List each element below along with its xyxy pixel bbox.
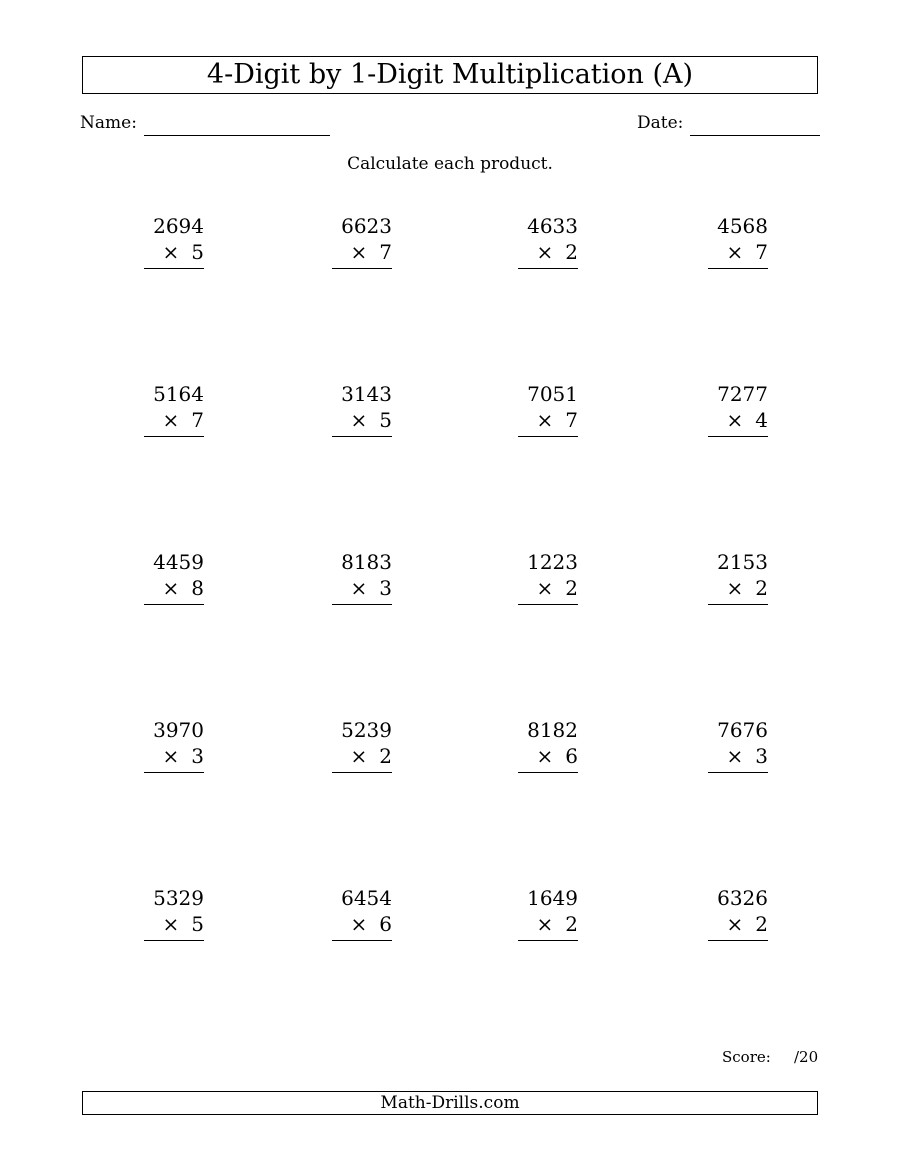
problem-12	[706, 550, 768, 610]
answer-line	[518, 436, 578, 437]
times-icon: ×	[726, 576, 744, 600]
date-line	[690, 135, 820, 136]
multiplier-row	[351, 912, 393, 936]
answer-line	[144, 268, 204, 269]
answer-line	[144, 604, 204, 605]
answer-line	[332, 604, 392, 605]
multiplicand: 4633	[527, 214, 578, 238]
instructions: Calculate each product.	[347, 154, 553, 174]
answer-line	[332, 940, 392, 941]
answer-line	[144, 772, 204, 773]
answer-line	[708, 772, 768, 773]
multiplier: 2	[565, 240, 578, 264]
problem-3	[516, 214, 578, 274]
answer-line	[708, 604, 768, 605]
multiplier-row	[163, 576, 205, 600]
problem-16	[706, 718, 768, 778]
multiplicand: 7676	[717, 718, 768, 742]
multiplier-row	[351, 240, 393, 264]
multiplier: 7	[755, 240, 768, 264]
multiplier-row	[351, 576, 393, 600]
answer-line	[144, 436, 204, 437]
multiplier: 5	[379, 408, 392, 432]
multiplier: 2	[755, 912, 768, 936]
multiplier: 7	[379, 240, 392, 264]
multiplier-row	[163, 744, 205, 768]
multiplier-row	[163, 912, 205, 936]
answer-line	[332, 436, 392, 437]
multiplicand: 4459	[153, 550, 204, 574]
times-icon: ×	[162, 912, 180, 936]
date-label: Date:	[637, 113, 684, 133]
problem-4	[706, 214, 768, 274]
multiplicand: 8183	[341, 550, 392, 574]
problem-8	[706, 382, 768, 442]
multiplicand: 6623	[341, 214, 392, 238]
problem-14	[330, 718, 392, 778]
multiplier: 7	[565, 408, 578, 432]
multiplicand: 2694	[153, 214, 204, 238]
footer-site: Math-Drills.com	[82, 1091, 818, 1115]
problem-5	[142, 382, 204, 442]
multiplier-row	[351, 744, 393, 768]
times-icon: ×	[162, 576, 180, 600]
times-icon: ×	[162, 744, 180, 768]
multiplicand: 6454	[341, 886, 392, 910]
times-icon: ×	[536, 744, 554, 768]
problem-7	[516, 382, 578, 442]
multiplier-row	[163, 408, 205, 432]
problem-19	[516, 886, 578, 946]
multiplicand: 7051	[527, 382, 578, 406]
multiplier: 5	[191, 912, 204, 936]
multiplier-row	[537, 744, 579, 768]
multiplier: 7	[191, 408, 204, 432]
multiplier: 6	[565, 744, 578, 768]
answer-line	[332, 772, 392, 773]
problem-18	[330, 886, 392, 946]
name-line	[144, 135, 330, 136]
times-icon: ×	[726, 240, 744, 264]
multiplier-row	[537, 240, 579, 264]
multiplicand: 5329	[153, 886, 204, 910]
multiplier: 3	[379, 576, 392, 600]
multiplier-row	[727, 912, 769, 936]
times-icon: ×	[350, 240, 368, 264]
times-icon: ×	[536, 240, 554, 264]
answer-line	[708, 268, 768, 269]
multiplier-row	[727, 408, 769, 432]
multiplier-row	[163, 240, 205, 264]
multiplier: 4	[755, 408, 768, 432]
problem-11	[516, 550, 578, 610]
answer-line	[518, 940, 578, 941]
answer-line	[708, 436, 768, 437]
answer-line	[144, 940, 204, 941]
multiplier-row	[727, 240, 769, 264]
multiplier: 2	[565, 912, 578, 936]
times-icon: ×	[536, 912, 554, 936]
answer-line	[708, 940, 768, 941]
score-label: Score:	[722, 1048, 771, 1066]
multiplicand: 1223	[527, 550, 578, 574]
times-icon: ×	[350, 576, 368, 600]
multiplicand: 5164	[153, 382, 204, 406]
multiplier: 2	[379, 744, 392, 768]
multiplier-row	[537, 912, 579, 936]
problem-13	[142, 718, 204, 778]
multiplicand: 8182	[527, 718, 578, 742]
multiplier-row	[727, 744, 769, 768]
answer-line	[518, 772, 578, 773]
multiplier-row	[537, 408, 579, 432]
times-icon: ×	[536, 408, 554, 432]
score-total: /20	[794, 1048, 819, 1066]
multiplicand: 7277	[717, 382, 768, 406]
times-icon: ×	[162, 240, 180, 264]
answer-line	[518, 268, 578, 269]
multiplier: 6	[379, 912, 392, 936]
times-icon: ×	[536, 576, 554, 600]
multiplier: 2	[565, 576, 578, 600]
multiplicand: 4568	[717, 214, 768, 238]
multiplier-row	[351, 408, 393, 432]
multiplicand: 3970	[153, 718, 204, 742]
times-icon: ×	[726, 408, 744, 432]
problem-6	[330, 382, 392, 442]
answer-line	[518, 604, 578, 605]
problem-9	[142, 550, 204, 610]
times-icon: ×	[350, 744, 368, 768]
multiplicand: 2153	[717, 550, 768, 574]
problem-2	[330, 214, 392, 274]
problem-15	[516, 718, 578, 778]
problem-20	[706, 886, 768, 946]
multiplicand: 1649	[527, 886, 578, 910]
multiplier: 5	[191, 240, 204, 264]
multiplier-row	[537, 576, 579, 600]
times-icon: ×	[726, 912, 744, 936]
multiplier: 2	[755, 576, 768, 600]
multiplier: 3	[191, 744, 204, 768]
answer-line	[332, 268, 392, 269]
times-icon: ×	[162, 408, 180, 432]
worksheet-title: 4-Digit by 1-Digit Multiplication (A)	[82, 56, 818, 94]
problem-17	[142, 886, 204, 946]
multiplicand: 5239	[341, 718, 392, 742]
multiplicand: 6326	[717, 886, 768, 910]
problem-1	[142, 214, 204, 274]
multiplier-row	[727, 576, 769, 600]
times-icon: ×	[350, 408, 368, 432]
multiplicand: 3143	[341, 382, 392, 406]
times-icon: ×	[726, 744, 744, 768]
multiplier: 3	[755, 744, 768, 768]
multiplier: 8	[191, 576, 204, 600]
name-label: Name:	[80, 113, 137, 133]
problem-10	[330, 550, 392, 610]
times-icon: ×	[350, 912, 368, 936]
